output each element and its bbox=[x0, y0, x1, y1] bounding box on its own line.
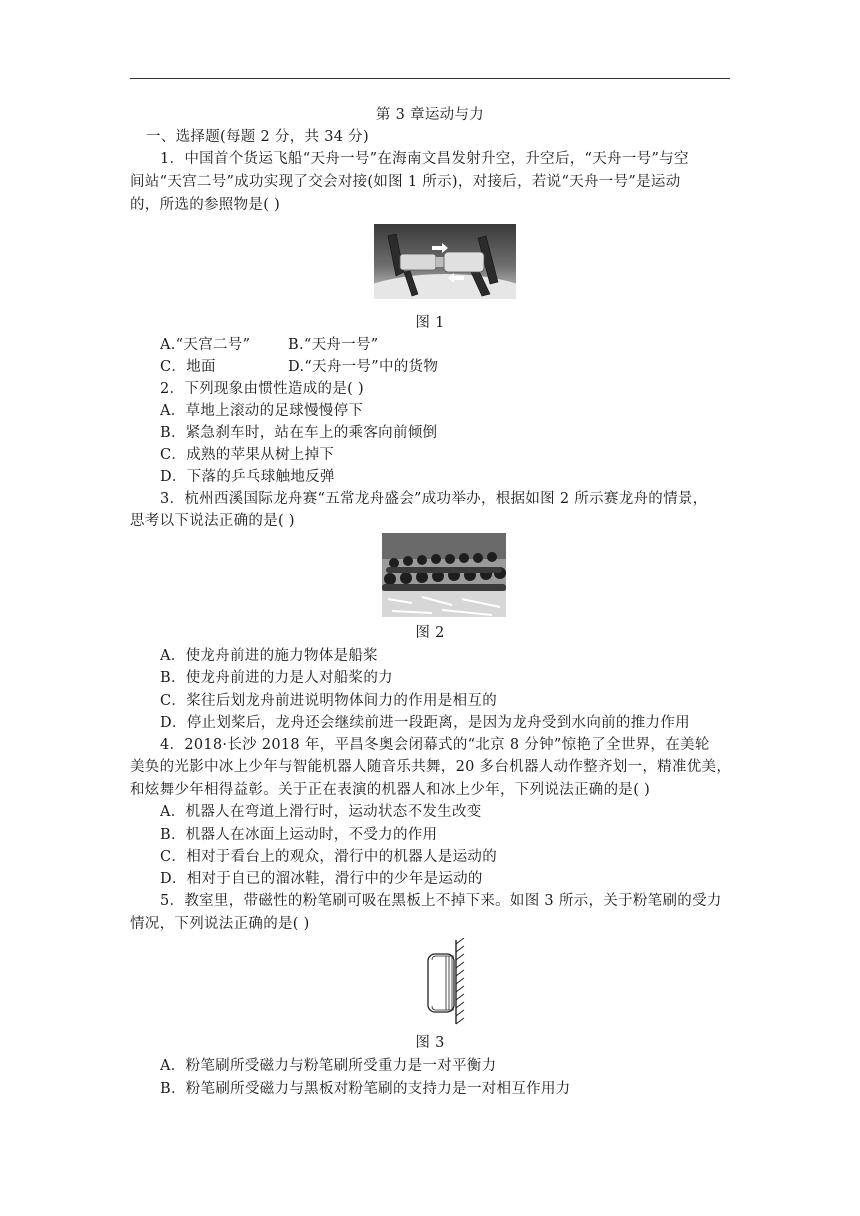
q3-stem-line-2: 思考以下说法正确的是( ) bbox=[130, 513, 295, 529]
q2-stem: 2．下列现象由惯性造成的是( ) bbox=[160, 381, 364, 397]
q1-option-d: D.“天舟一号”中的货物 bbox=[288, 359, 439, 375]
q2-option-c: C．成熟的苹果从树上掉下 bbox=[160, 447, 335, 463]
q4-option-a: A．机器人在弯道上滑行时，运动状态不发生改变 bbox=[160, 804, 482, 820]
q3-option-b: B．使龙舟前进的力是人对船桨的力 bbox=[160, 670, 393, 686]
q2-option-a: A．草地上滚动的足球慢慢停下 bbox=[160, 403, 364, 419]
q4-stem-line-2: 美奂的光影中冰上少年与智能机器人随音乐共舞，20 多台机器人动作整齐划一，精准优美， bbox=[130, 759, 732, 775]
q3-option-d: D．停止划桨后，龙舟还会继续前进一段距离，是因为龙舟受到水向前的推力作用 bbox=[160, 715, 690, 731]
q2-option-b: B．紧急刹车时，站在车上的乘客向前倾倒 bbox=[160, 425, 438, 441]
figure-2-caption: 图 2 bbox=[415, 625, 445, 641]
q1-stem-line-2: 间站“天宫二号”成功实现了交会对接(如图 1 所示)，对接后，若说“天舟一号”是运动 bbox=[130, 174, 681, 190]
page-title: 第 3 章运动与力 bbox=[375, 107, 485, 123]
q3-option-c: C．桨往后划龙舟前进说明物体间力的作用是相互的 bbox=[160, 693, 497, 709]
q1-stem-line-1: 1．中国首个货运飞船“天舟一号”在海南文昌发射升空，升空后，“天舟一号”与空 bbox=[160, 151, 689, 167]
q4-option-c: C．相对于看台上的观众，滑行中的机器人是运动的 bbox=[160, 849, 497, 865]
q5-stem-line-2: 情况，下列说法正确的是( ) bbox=[130, 916, 310, 932]
q4-stem-line-3: 和炫舞少年相得益彰。关于正在表演的机器人和冰上少年，下列说法正确的是( ) bbox=[130, 782, 651, 798]
q1-options-row-2 bbox=[130, 356, 730, 378]
q1-stem-line-3: 的，所选的参照物是( ) bbox=[130, 197, 281, 213]
q1-options-row-1 bbox=[130, 334, 730, 356]
q5-option-a: A．粉笔刷所受磁力与粉笔刷所受重力是一对平衡力 bbox=[160, 1058, 497, 1074]
figure-2-dragon-boat-image bbox=[382, 533, 506, 617]
q1-option-c: C．地面 bbox=[160, 359, 216, 375]
q5-stem-line-1: 5．教室里，带磁性的粉笔刷可吸在黑板上不掉下来。如图 3 所示，关于粉笔刷的受力 bbox=[160, 893, 722, 909]
q1-option-b: B.“天舟一号” bbox=[288, 337, 379, 353]
figure-1-spacecraft-image bbox=[374, 224, 516, 299]
q4-option-d: D．相对于自已的溜冰鞋，滑行中的少年是运动的 bbox=[160, 871, 483, 887]
q1-option-a: A.“天宫二号” bbox=[160, 337, 251, 353]
q4-stem-line-1: 4．2018·长沙 2018 年，平昌冬奥会闭幕式的“北京 8 分钟”惊艳了全世界，在美轮 bbox=[160, 737, 710, 753]
q3-option-a: A．使龙舟前进的施力物体是船桨 bbox=[160, 648, 378, 664]
q4-option-b: B．机器人在冰面上运动时，不受力的作用 bbox=[160, 827, 438, 843]
figure-3-chalk-eraser-diagram bbox=[422, 938, 472, 1026]
q2-option-d: D．下落的乒乓球触地反弹 bbox=[160, 469, 335, 485]
section-heading: 一、选择题(每题 2 分，共 34 分) bbox=[146, 129, 369, 145]
q3-stem-line-1: 3．杭州西溪国际龙舟赛“五常龙舟盛会”成功举办，根据如图 2 所示赛龙舟的情景， bbox=[160, 491, 708, 507]
header-rule bbox=[130, 78, 730, 79]
figure-3-caption: 图 3 bbox=[415, 1035, 445, 1051]
q5-option-b: B．粉笔刷所受磁力与黑板对粉笔刷的支持力是一对相互作用力 bbox=[160, 1081, 571, 1097]
figure-1-caption: 图 1 bbox=[415, 315, 445, 331]
